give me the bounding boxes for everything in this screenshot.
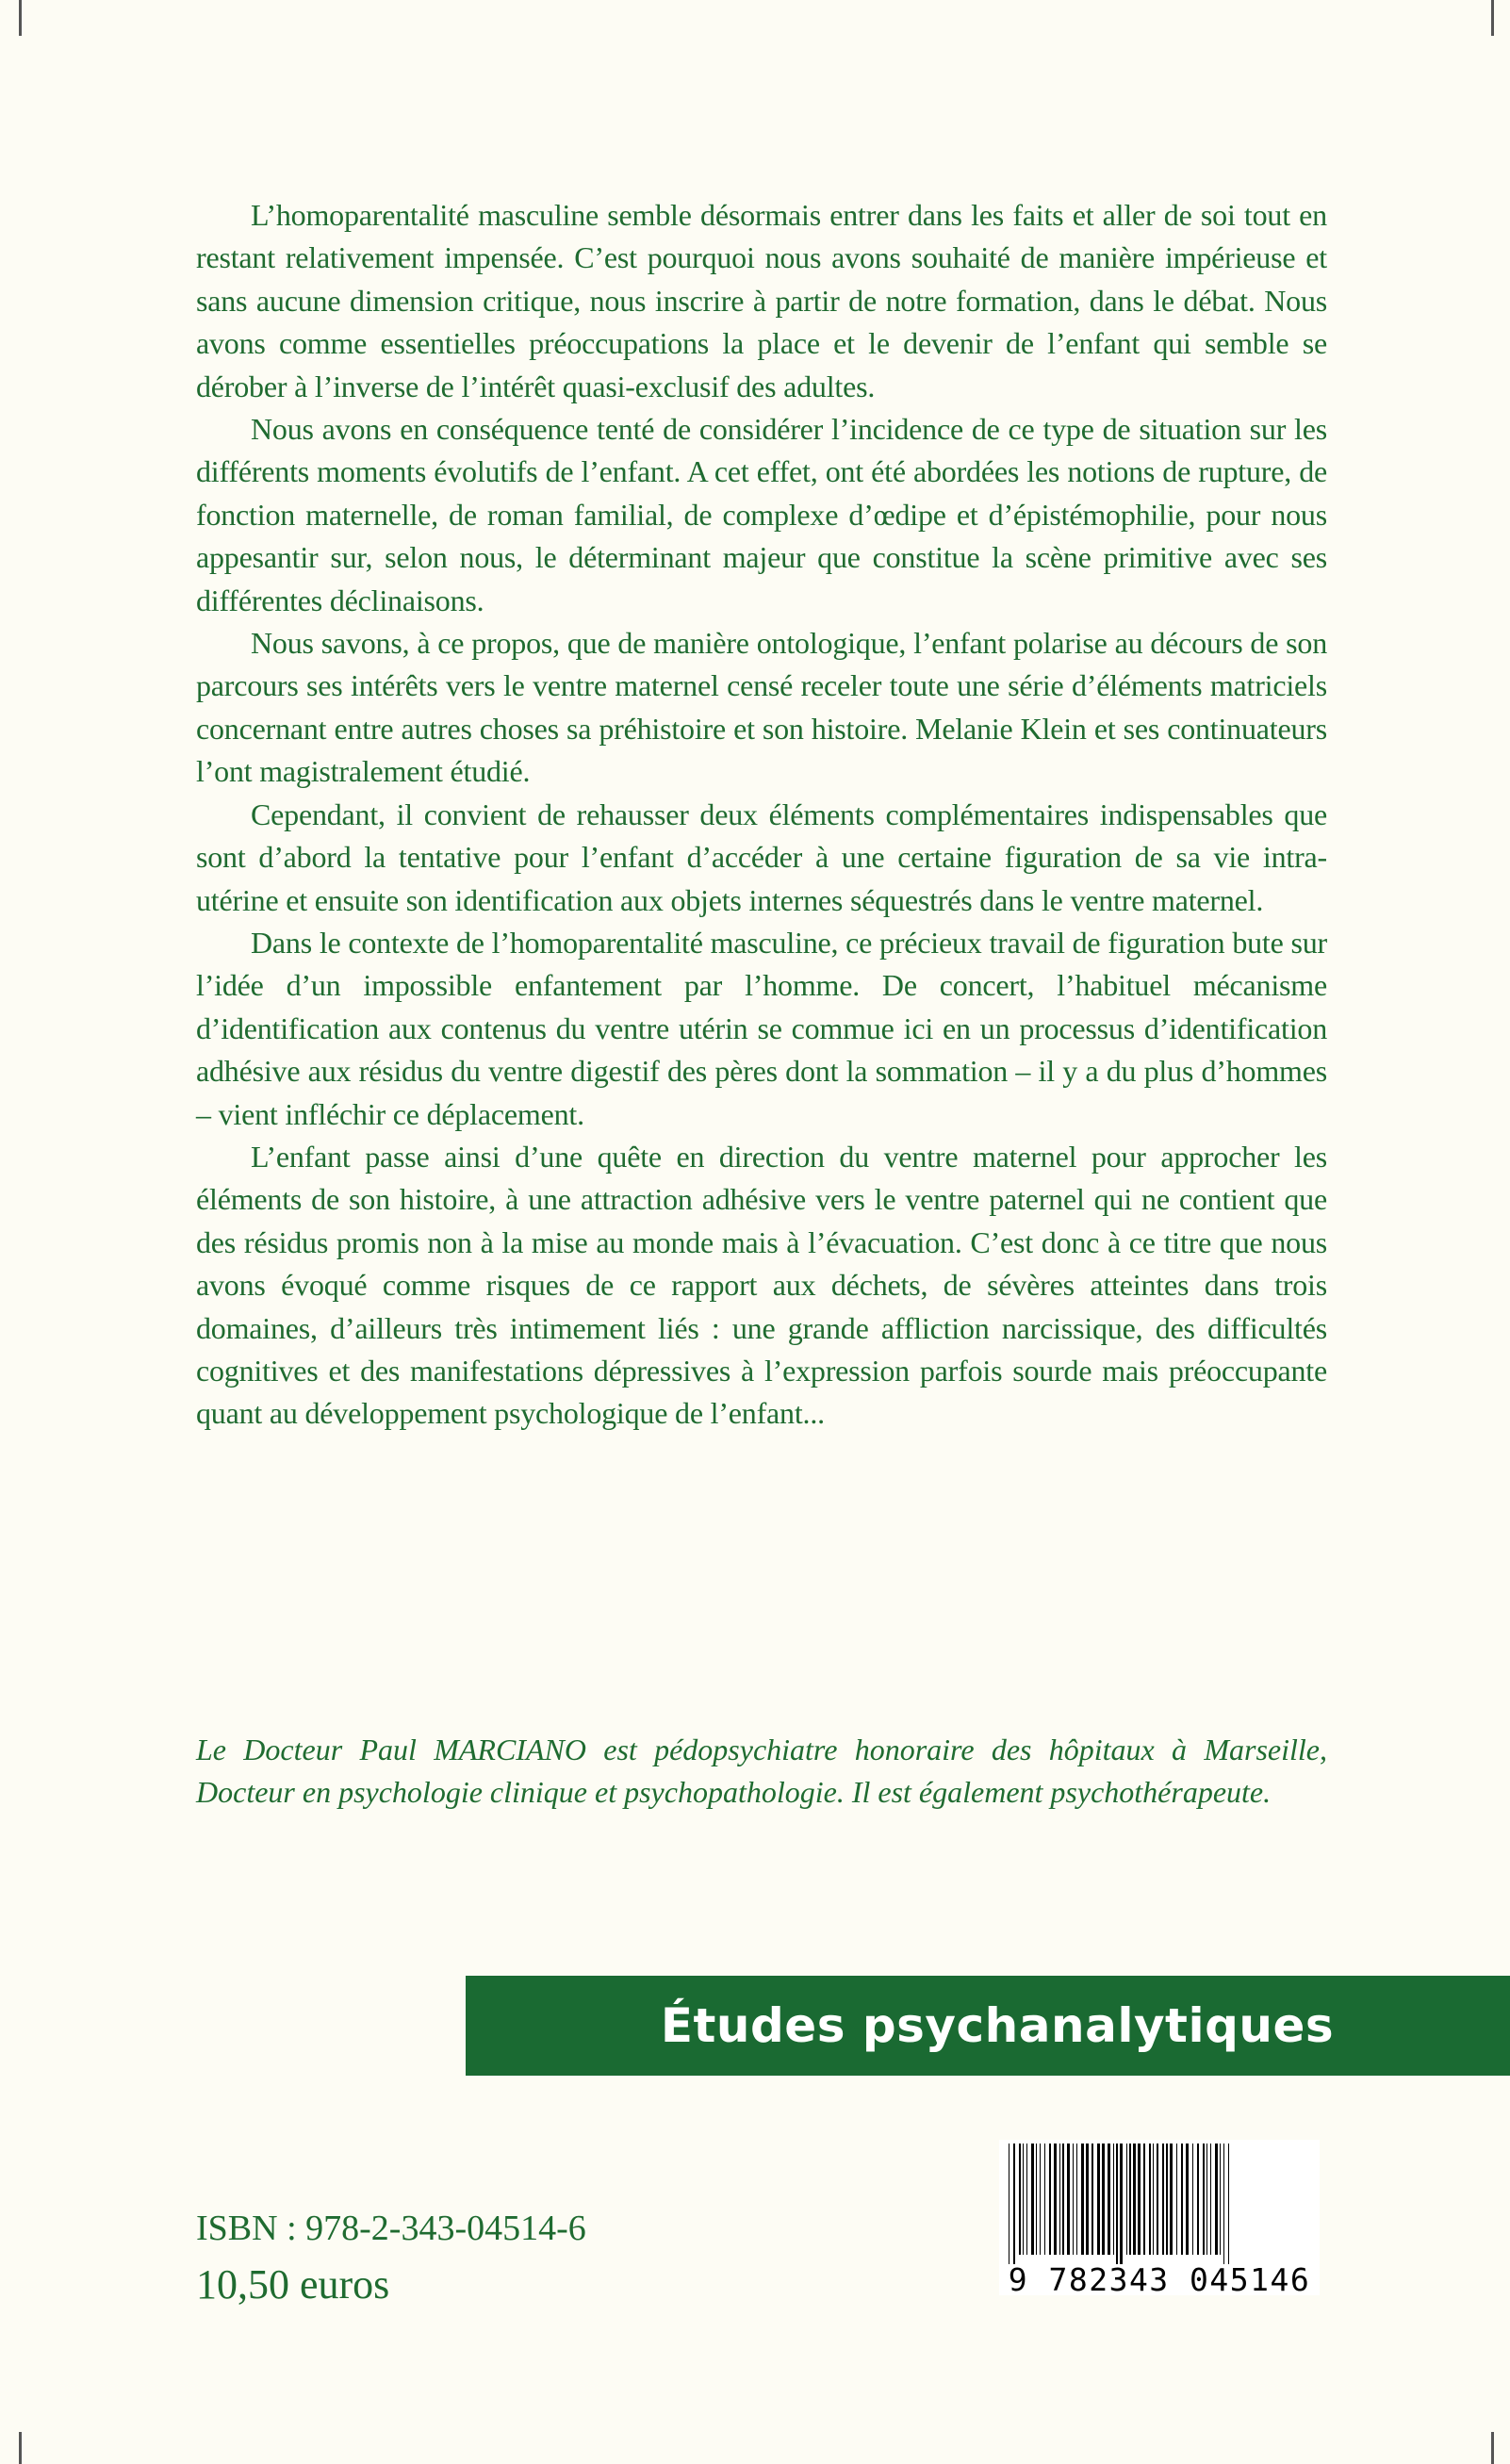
barcode-bar: [1170, 2144, 1173, 2255]
barcode-bar: [1133, 2144, 1136, 2255]
barcode-bar: [1019, 2144, 1021, 2255]
barcode-bar: [1108, 2144, 1110, 2255]
barcode-bar: [1220, 2144, 1221, 2255]
price-text: 10,50 euros: [196, 2261, 390, 2308]
barcode-number: 9 782343 045146: [1008, 2261, 1311, 2298]
barcode-bar: [1215, 2144, 1218, 2255]
barcode-bar: [1166, 2144, 1168, 2255]
summary-paragraph-1: L’homoparentalité masculine semble désormais entrer dans les faits et aller de soi tout en restant relativement impensée. C’est pourquoi nous avons souhaité de manière impérieuse et sans aucune dimension critique, nous inscrire à partir de notre formation, dans le débat. Nous avons comme essentielles préoccupations la place et le devenir de l’enfant qui semble se dérober à l’inverse de l’intérêt quasi-exclusif des adultes.: [196, 198, 1327, 403]
crop-mark-bottom-left: [19, 2432, 22, 2464]
crop-mark-bottom-right: [1491, 2432, 1494, 2464]
barcode-bar: [1013, 2144, 1015, 2264]
barcode-bar: [1091, 2144, 1093, 2255]
barcode-bars: [999, 2140, 1320, 2264]
summary-paragraph-2: Nous avons en conséquence tenté de considérer l’incidence de ce type de situation sur les différents moments évolutifs de l’enfant. A cet effet, ont été abordées les notions de rupture, de fonction maternelle, de roman familial, de complexe d’œdipe et d’épistémophilie, pour nous appesantir sur, selon nous, le déterminant majeur que constitue la scène primitive avec ses différentes déclinaisons.: [196, 412, 1327, 617]
barcode-bar: [1186, 2144, 1189, 2255]
crop-mark-top-left: [19, 0, 22, 36]
isbn-text: ISBN : 978-2-343-04514-6: [196, 2209, 586, 2248]
barcode: [999, 2140, 1320, 2298]
barcode-bar: [1023, 2144, 1024, 2255]
barcode-bar: [1044, 2144, 1045, 2255]
barcode-bar: [1036, 2144, 1037, 2255]
barcode-bar: [1228, 2144, 1229, 2264]
barcode-bar: [1157, 2144, 1158, 2255]
summary-paragraph-6: L’enfant passe ainsi d’une quête en direction du ventre maternel pour approcher les éléments de son histoire, à une attraction adhésive vers le ventre paternel qui ne contient que des résidus promis non à la mise au monde mais à l’évacuation. C’est donc à ce titre que nous avons évoqué comme risques de ce rapport aux déchets, de sévères atteintes dans trois domaines, d’ailleurs très intimement liés : une grande affliction narcissique, des difficultés cognitives et des manifestations dépressives à l’expression parfois sourde mais préoccupante quant au développement psychologique de l’enfant...: [196, 1139, 1327, 1431]
barcode-bar: [1223, 2144, 1224, 2264]
barcode-bar: [1073, 2144, 1074, 2255]
barcode-bar: [1031, 2144, 1034, 2255]
barcode-bar: [1120, 2144, 1123, 2264]
barcode-bar: [1197, 2144, 1199, 2255]
barcode-bar: [1059, 2144, 1060, 2255]
barcode-bar: [1097, 2144, 1100, 2255]
summary-paragraph-5: Dans le contexte de l’homoparentalité masculine, ce précieux travail de figuration bute sur l’idée d’un impossible enfantement par l’homme. De concert, l’habituel mécanisme d’identification aux contenus du ventre utérin se commue ici en un processus d’identification adhésive aux résidus du ventre digestif des pères dont la sommation – il y a du plus d’hommes – vient infléchir ce déplacement.: [196, 925, 1327, 1131]
barcode-bar: [1067, 2144, 1070, 2255]
barcode-bar: [1040, 2144, 1041, 2255]
summary-paragraph-4: Cependant, il convient de rehausser deux éléments complémentaires indispensables que sont d’abord la tentative pour l’enfant d’accéder à une certaine figuration de sa vie intra-utérine et ensuite son identification aux objets internes séquestrés dans le ventre maternel.: [196, 797, 1327, 917]
barcode-bar: [1026, 2144, 1027, 2255]
barcode-bar: [1206, 2144, 1207, 2255]
barcode-bar: [1129, 2144, 1131, 2255]
back-cover-summary: [196, 194, 1327, 1436]
barcode-bar: [1081, 2144, 1084, 2255]
barcode-bar: [1138, 2144, 1141, 2255]
barcode-bar: [1143, 2144, 1145, 2255]
series-title: Études psychanalytiques: [660, 1998, 1335, 2053]
barcode-bar: [1102, 2144, 1105, 2255]
summary-paragraph-3: Nous savons, à ce propos, que de manière ontologique, l’enfant polarise au décours de son parcours ses intérêts vers le ventre maternel censé receler toute une série d’éléments matriciels concernant entre autres choses sa préhistoire et son histoire. Melanie Klein et ses continuateurs l’ont magistralement étudié.: [196, 626, 1327, 789]
crop-mark-top-right: [1491, 0, 1494, 36]
barcode-bar: [1203, 2144, 1205, 2255]
barcode-bar: [1153, 2144, 1154, 2255]
barcode-bar: [1049, 2144, 1051, 2255]
barcode-bar: [1181, 2144, 1183, 2255]
barcode-bar: [1116, 2144, 1118, 2264]
barcode-bar: [1113, 2144, 1114, 2255]
barcode-bar: [1149, 2144, 1151, 2255]
barcode-bar: [1076, 2144, 1077, 2255]
barcode-bar: [1210, 2144, 1211, 2255]
barcode-bar: [1126, 2144, 1127, 2255]
barcode-bar: [1192, 2144, 1193, 2255]
barcode-bar: [1062, 2144, 1064, 2255]
barcode-bar: [1086, 2144, 1089, 2255]
barcode-bar: [1162, 2144, 1164, 2255]
barcode-bar: [1054, 2144, 1057, 2255]
barcode-bar: [1176, 2144, 1177, 2255]
series-banner: [466, 1976, 1510, 2076]
author-bio: Le Docteur Paul MARCIANO est pédopsychiatre honoraire des hôpitaux à Marseille, Docteur en psychologie clinique et psychopathologie. Il est également psychothérapeute.: [196, 1733, 1327, 1810]
